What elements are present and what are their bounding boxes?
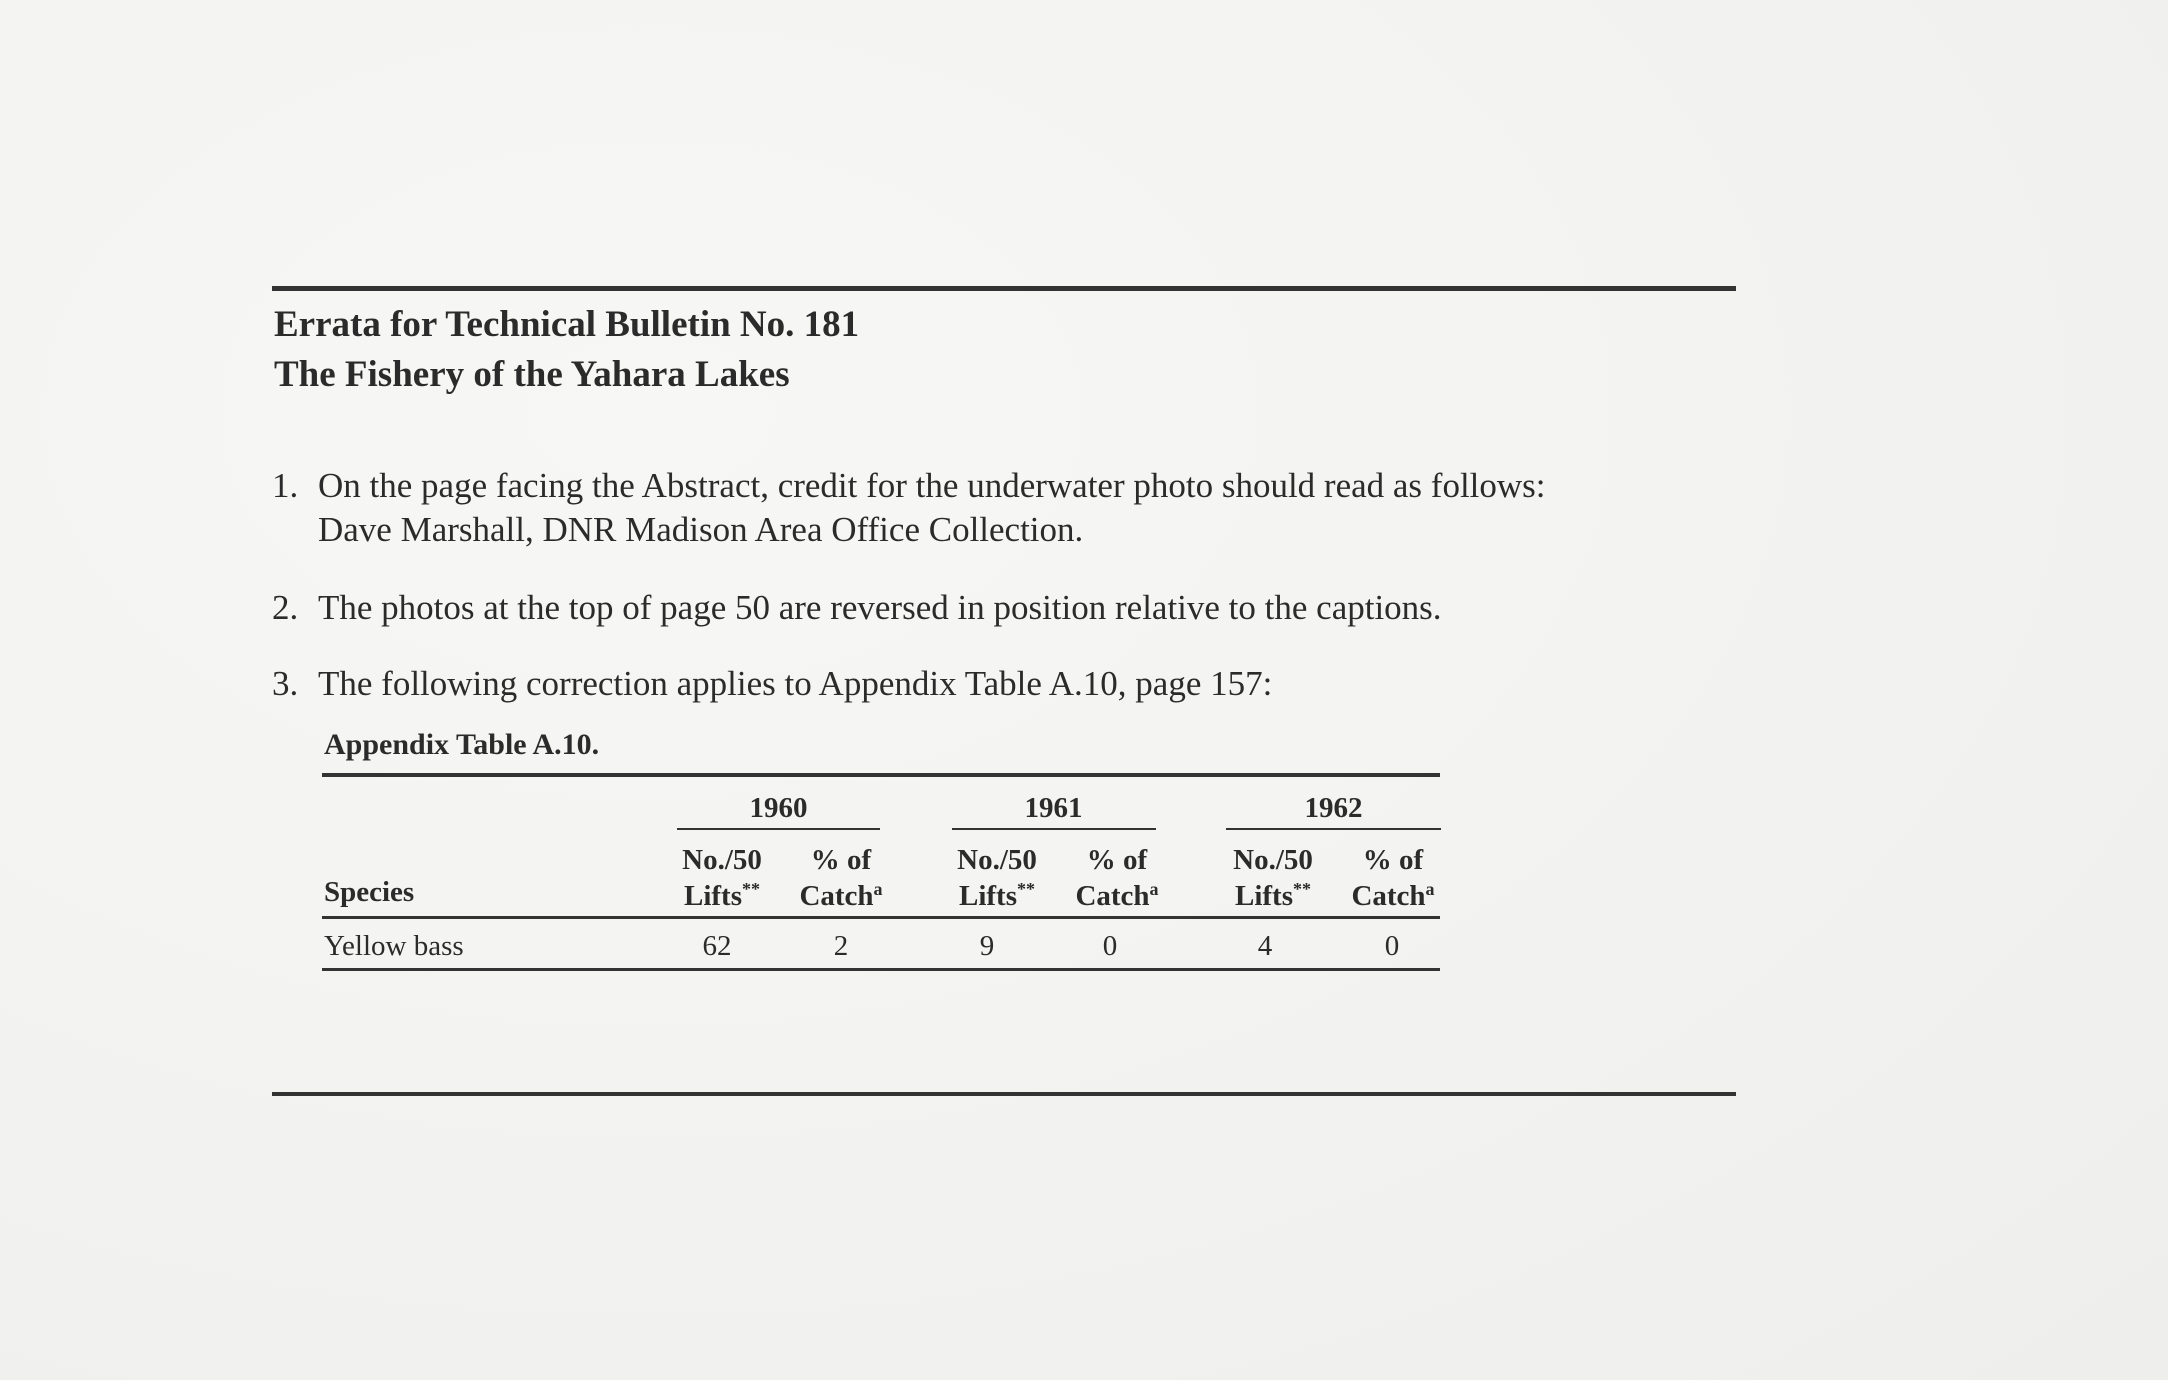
value-catch-1962: 0 (1384, 930, 1400, 962)
item-3-line-1: The following correction applies to Appendix Table A.10, page 157: (318, 664, 1273, 703)
year-header-1962: 1962 (1304, 792, 1363, 824)
item-number: 1. (272, 466, 299, 505)
col-header-catch-1961: % of Catch$^a$ (1075, 844, 1159, 912)
col-header-lifts-1961: No./50 Lifts** (957, 844, 1037, 912)
item-1-line-1: On the page facing the Abstract, credit for the underwater photo should read as follows: (318, 466, 1546, 505)
errata-item-3 (272, 662, 1772, 706)
item-1-line-2: Dave Marshall, DNR Madison Area Office Collection. (318, 510, 1084, 549)
value-catch-1961: 0 (1102, 930, 1118, 962)
value-lifts-1960: 62 (702, 930, 732, 962)
value-lifts-1961: 9 (979, 930, 995, 962)
col-header-catch-1962: % of Catch$^a$ (1351, 844, 1435, 912)
table-top-rule (322, 773, 1440, 777)
year-rule-1961 (952, 828, 1156, 830)
errata-item-1 (272, 464, 1772, 552)
item-2-line-1: The photos at the top of page 50 are reversed in position relative to the captions. (318, 588, 1442, 627)
species-header: Species (324, 876, 415, 908)
errata-heading (274, 300, 859, 400)
col-header-lifts-1960: No./50 Lifts** (682, 844, 762, 912)
col-header-lifts-1962: No./50 Lifts** (1233, 844, 1313, 912)
table-header-rule (322, 916, 1440, 919)
errata-list (272, 464, 1772, 706)
bottom-rule (272, 1092, 1736, 1096)
col-header-catch-1960: % of Catch$^a$ (799, 844, 883, 912)
table-title: Appendix Table A.10. (324, 728, 600, 761)
year-header-1960: 1960 (749, 792, 808, 824)
year-rule-1962 (1226, 828, 1441, 830)
item-number: 2. (272, 588, 299, 627)
errata-item-2 (272, 586, 1772, 630)
item-number: 3. (272, 664, 299, 703)
value-catch-1960: 2 (833, 930, 849, 962)
year-header-1961: 1961 (1024, 792, 1083, 824)
heading-line-2: The Fishery of the Yahara Lakes (274, 354, 790, 395)
year-rule-1960 (677, 828, 880, 830)
species-cell: Yellow bass (324, 930, 464, 962)
heading-line-1: Errata for Technical Bulletin No. 181 (274, 304, 860, 345)
table-bottom-rule (322, 968, 1440, 971)
value-lifts-1962: 4 (1257, 930, 1273, 962)
top-rule (272, 286, 1736, 291)
